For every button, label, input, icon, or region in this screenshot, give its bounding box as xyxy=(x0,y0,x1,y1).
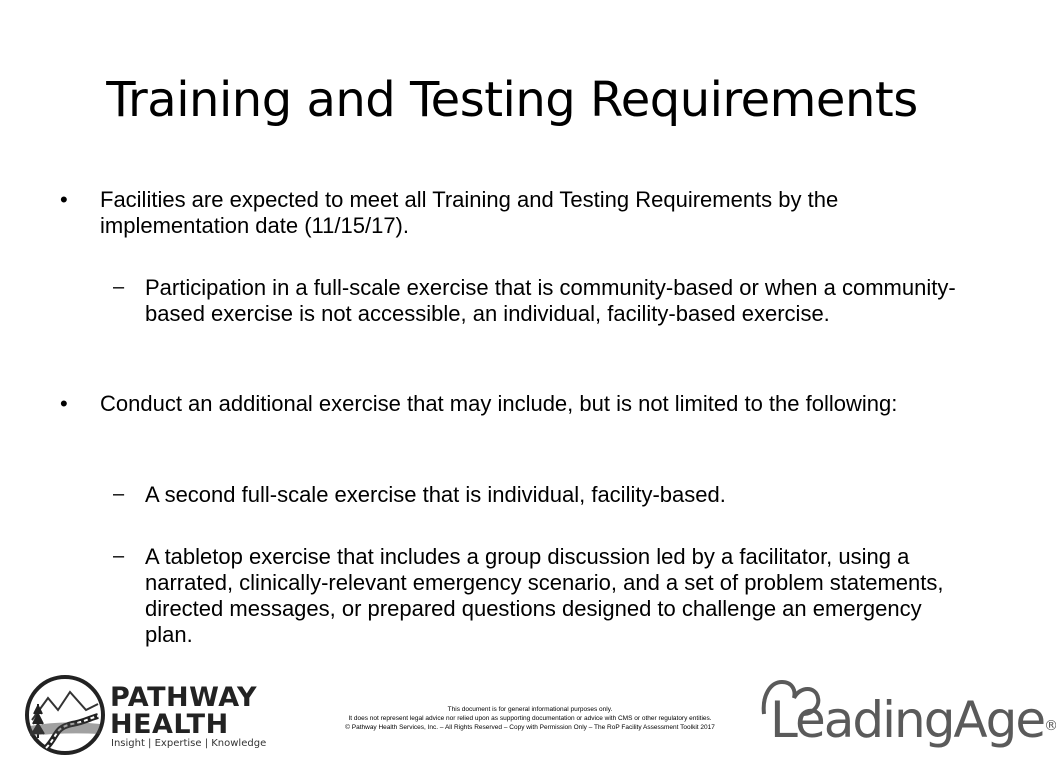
footer-line: © Pathway Health Services, Inc. – All Rights Reserved – Copy with Permission Only – The RoP Facility Assessment Toolkit 2017 xyxy=(345,724,715,731)
pathway-word: PATHWAY xyxy=(110,682,258,713)
footer-disclaimer xyxy=(300,705,760,732)
sub-bullet-marker: – xyxy=(113,276,125,298)
registered-mark: ® xyxy=(1044,718,1056,734)
health-word: HEALTH xyxy=(110,709,229,740)
footer-line: It does not represent legal advice nor relied upon as supporting documentation or advice with CMS or other regulatory entities. xyxy=(348,715,712,722)
sub-bullet-item: A second full-scale exercise that is individual, facility-based. xyxy=(145,482,726,507)
bullet-marker: • xyxy=(60,187,68,212)
pathway-mountain-road-icon xyxy=(24,674,106,756)
bullet-item: Conduct an additional exercise that may include, but is not limited to the following: xyxy=(100,391,898,416)
footer-line: This document is for general informational purposes only. xyxy=(447,706,613,713)
sub-bullet-item: Participation in a full-scale exercise that is community-based or when a community-based exercise is not accessible, an individual, facility-based exercise. xyxy=(145,275,956,326)
slide-title: Training and Testing Requirements xyxy=(106,72,918,128)
sub-bullet-item: A tabletop exercise that includes a group discussion led by a facilitator, using a narrated, clinically-relevant emergency scenario, and a set of problem statements, directed messages, or prepared questions designed to challenge an emergency plan. xyxy=(145,544,944,647)
bullet-item: Facilities are expected to meet all Training and Testing Requirements by the implementation date (11/15/17). xyxy=(100,187,839,238)
sub-bullet-marker: – xyxy=(113,483,125,505)
sub-bullet-marker: – xyxy=(113,545,125,567)
bullet-marker: • xyxy=(60,391,68,416)
pathway-health-wordmark xyxy=(110,684,257,738)
leadingage-name: LeadingAge xyxy=(770,691,1045,749)
pathway-tagline: Insight | Expertise | Knowledge xyxy=(111,738,267,749)
leadingage-wordmark xyxy=(770,690,1056,750)
